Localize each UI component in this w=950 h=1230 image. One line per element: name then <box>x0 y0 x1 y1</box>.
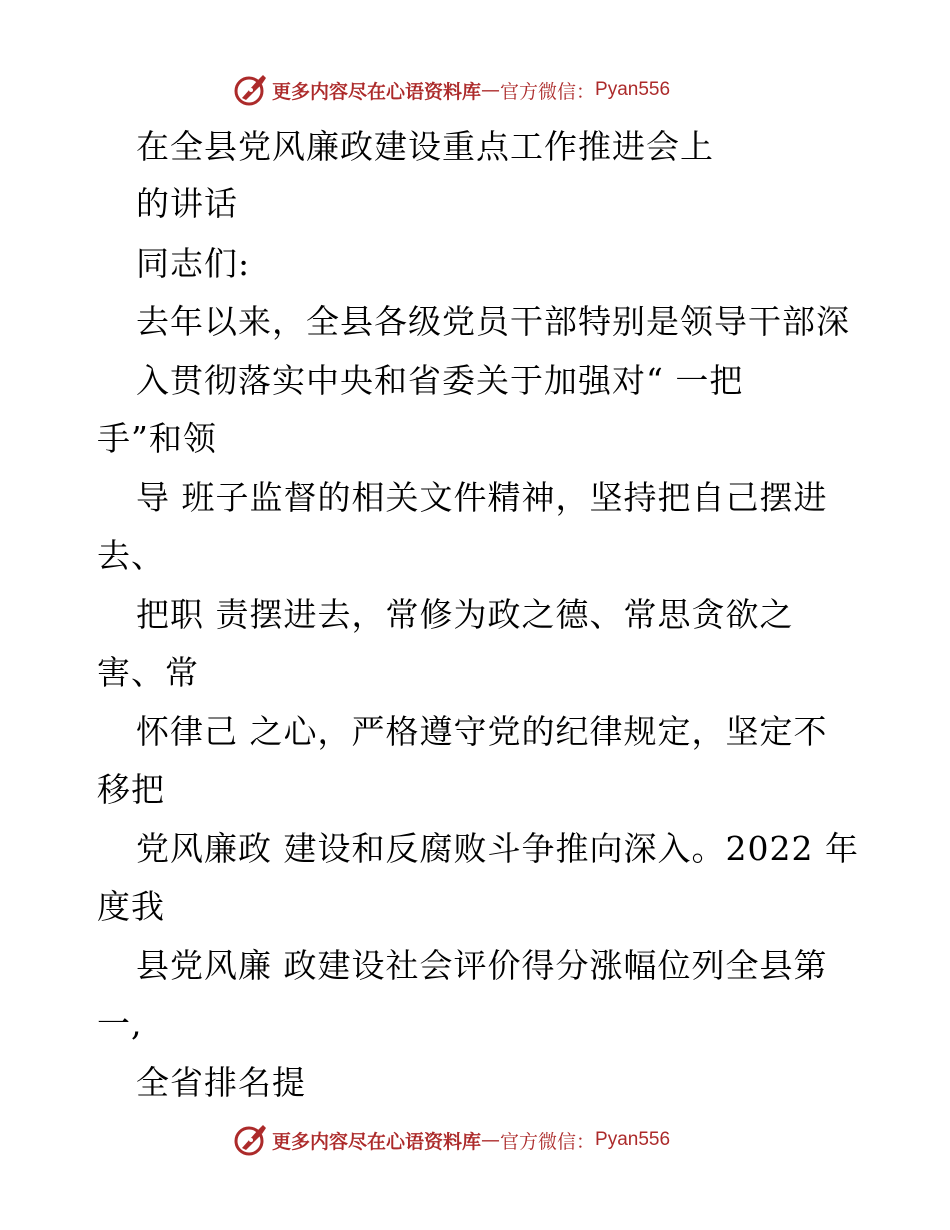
banner-separator: — <box>481 79 501 101</box>
banner-main-text: 更多内容尽在心语资料库 <box>272 1130 482 1153</box>
paragraph-line: 党风廉政 建设和反腐败斗争推向深入。2022 年 <box>136 829 859 868</box>
paragraph-line: 一, <box>97 1004 143 1043</box>
paragraph-line: 县党风廉 政建设社会评价得分涨幅位列全县第 <box>136 946 828 985</box>
paragraph-line: 去、 <box>97 536 165 575</box>
paragraph-line: 害、常 <box>97 653 199 692</box>
paragraph-line: 入贯彻落实中央和省委关于加强对“ 一把 <box>136 361 744 400</box>
paragraph-line: 移把 <box>97 770 165 809</box>
salutation: 同志们: <box>136 244 251 283</box>
footer-banner <box>232 1122 752 1158</box>
header-banner <box>232 72 752 108</box>
paragraph-line: 导 班子监督的相关文件精神，坚持把自己摆进 <box>136 478 828 517</box>
banner-sub-text: 官方微信： <box>500 80 596 103</box>
banner-main-text: 更多内容尽在心语资料库 <box>272 80 482 103</box>
banner-separator: — <box>481 1129 501 1151</box>
banner-wechat-id: Pyan556 <box>595 79 671 100</box>
paragraph-line: 手”和领 <box>97 419 217 458</box>
paragraph-line: 把职 责摆进去，常修为政之德、常思贪欲之 <box>136 595 794 634</box>
paragraph-line: 怀律己 之心，严格遵守党的纪律规定，坚定不 <box>136 712 828 751</box>
pen-nib-circle-icon <box>232 72 268 108</box>
paragraph-line: 全省排名提 <box>136 1063 306 1102</box>
pen-nib-circle-icon <box>232 1122 268 1158</box>
document-title-line-1: 在全县党风廉政建设重点工作推进会上 <box>136 127 714 166</box>
paragraph-line: 去年以来，全县各级党员干部特别是领导干部深 <box>136 302 850 341</box>
banner-sub-text: 官方微信： <box>500 1130 596 1153</box>
banner-wechat-id: Pyan556 <box>595 1129 671 1150</box>
paragraph-line: 度我 <box>97 887 165 926</box>
document-title-line-2: 的讲话 <box>136 184 238 223</box>
